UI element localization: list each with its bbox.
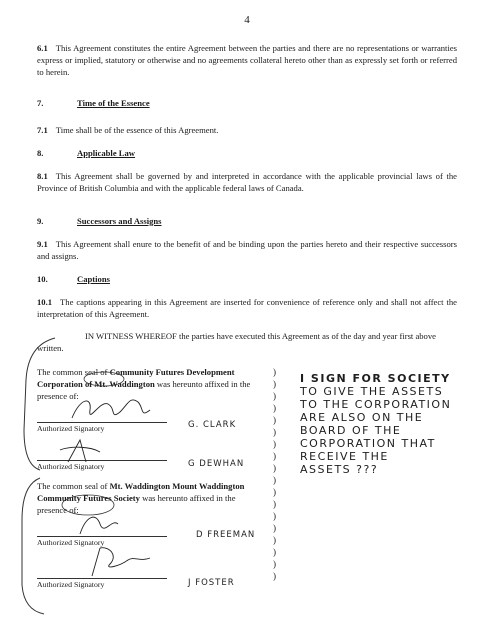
section-number: 9. bbox=[37, 216, 44, 226]
signature-scribble bbox=[60, 440, 100, 462]
section-number: 8. bbox=[37, 148, 44, 158]
clause-text: This Agreement shall enure to the benefit of and be binding upon the parties hereto and their respective successors and assigns. bbox=[37, 239, 457, 262]
brace: ) bbox=[273, 427, 276, 437]
section-title: Time of the Essence bbox=[77, 98, 150, 108]
signatory-label: Authorized Signatory bbox=[37, 462, 105, 471]
brace: ) bbox=[273, 463, 276, 473]
brace: ) bbox=[273, 475, 276, 485]
brace: ) bbox=[273, 391, 276, 401]
brace: ) bbox=[273, 403, 276, 413]
note-line: TO GIVE THE ASSETS bbox=[300, 385, 444, 398]
margin-bracket-mark bbox=[22, 478, 44, 614]
clause-text: This Agreement shall be governed by and interpreted in accordance with the applicable provincial laws of the Province of British Columbia and with the applicable federal laws of Canada. bbox=[37, 171, 457, 194]
seal-suffix: was hereunto affixed in the presence of: bbox=[37, 379, 251, 401]
clause-text: Time shall be of the essence of this Agreement. bbox=[55, 125, 219, 135]
signatory-label: Authorized Signatory bbox=[37, 538, 105, 547]
circle-mark bbox=[84, 372, 124, 386]
section-title: Captions bbox=[77, 274, 110, 284]
printed-signatory-name: D FREEMAN bbox=[196, 530, 256, 540]
brace: ) bbox=[273, 511, 276, 521]
clause-number: 7.1 bbox=[37, 125, 48, 135]
brace: ) bbox=[273, 523, 276, 533]
seal-org-name: Mt. Waddington Mount Waddington Community Futures Society bbox=[37, 481, 245, 503]
brace: ) bbox=[273, 547, 276, 557]
clause-text: The captions appearing in this Agreement are inserted for convenience of reference only and shall not affect the interpretation of this Agreement. bbox=[37, 297, 457, 320]
signature-scribble bbox=[92, 548, 150, 576]
brace: ) bbox=[273, 367, 276, 377]
signature-scribble bbox=[80, 517, 118, 534]
printed-signatory-name: G. CLARK bbox=[188, 420, 237, 430]
witness-clause: IN WITNESS WHEREOF the parties have executed this Agreement as of the day and year first above written. bbox=[37, 331, 436, 354]
circle-mark bbox=[62, 495, 114, 515]
note-line: ASSETS ??? bbox=[300, 463, 379, 476]
clause-text: This Agreement constitutes the entire Agreement between the parties and there are no representations or warranties express or implied, statutory or otherwise and no agreements collateral hereto other than as expressly set forth or referred to herein. bbox=[37, 43, 457, 78]
section-number: 7. bbox=[37, 98, 44, 108]
section-number: 10. bbox=[37, 274, 48, 284]
brace: ) bbox=[273, 499, 276, 509]
note-line: TO THE CORPORATION bbox=[300, 398, 452, 411]
brace: ) bbox=[273, 379, 276, 389]
page-number: 4 bbox=[244, 14, 250, 26]
brace: ) bbox=[273, 451, 276, 461]
signatory-label: Authorized Signatory bbox=[37, 424, 105, 433]
margin-bracket-mark bbox=[24, 338, 55, 470]
note-line: CORPORATION THAT bbox=[300, 437, 436, 450]
brace: ) bbox=[273, 415, 276, 425]
note-line: BOARD OF THE bbox=[300, 424, 402, 437]
seal-suffix: was hereunto affixed in the presence of: bbox=[37, 493, 236, 515]
brace: ) bbox=[273, 535, 276, 545]
clause-number: 9.1 bbox=[37, 239, 48, 249]
section-title: Applicable Law bbox=[77, 148, 136, 158]
brace: ) bbox=[273, 439, 276, 449]
printed-signatory-name: G DEWHAN bbox=[188, 459, 245, 469]
clause-number: 8.1 bbox=[37, 171, 48, 181]
note-line: I SIGN FOR SOCIETY bbox=[300, 372, 451, 385]
brace: ) bbox=[273, 487, 276, 497]
seal-prefix: The common seal of bbox=[37, 481, 110, 491]
note-line: ARE ALSO ON THE bbox=[300, 411, 424, 424]
seal-org-name: Community Futures Development Corporation of Mt. Waddington bbox=[37, 367, 235, 389]
seal-prefix: The common seal of bbox=[37, 367, 110, 377]
note-line: RECEIVE THE bbox=[300, 450, 389, 463]
section-title: Successors and Assigns bbox=[77, 216, 162, 226]
clause-number: 6.1 bbox=[37, 43, 48, 53]
printed-signatory-name: J FOSTER bbox=[188, 578, 235, 588]
brace: ) bbox=[273, 571, 276, 581]
signatory-label: Authorized Signatory bbox=[37, 580, 105, 589]
signature-scribble bbox=[72, 400, 150, 418]
brace: ) bbox=[273, 559, 276, 569]
clause-number: 10.1 bbox=[37, 297, 53, 307]
